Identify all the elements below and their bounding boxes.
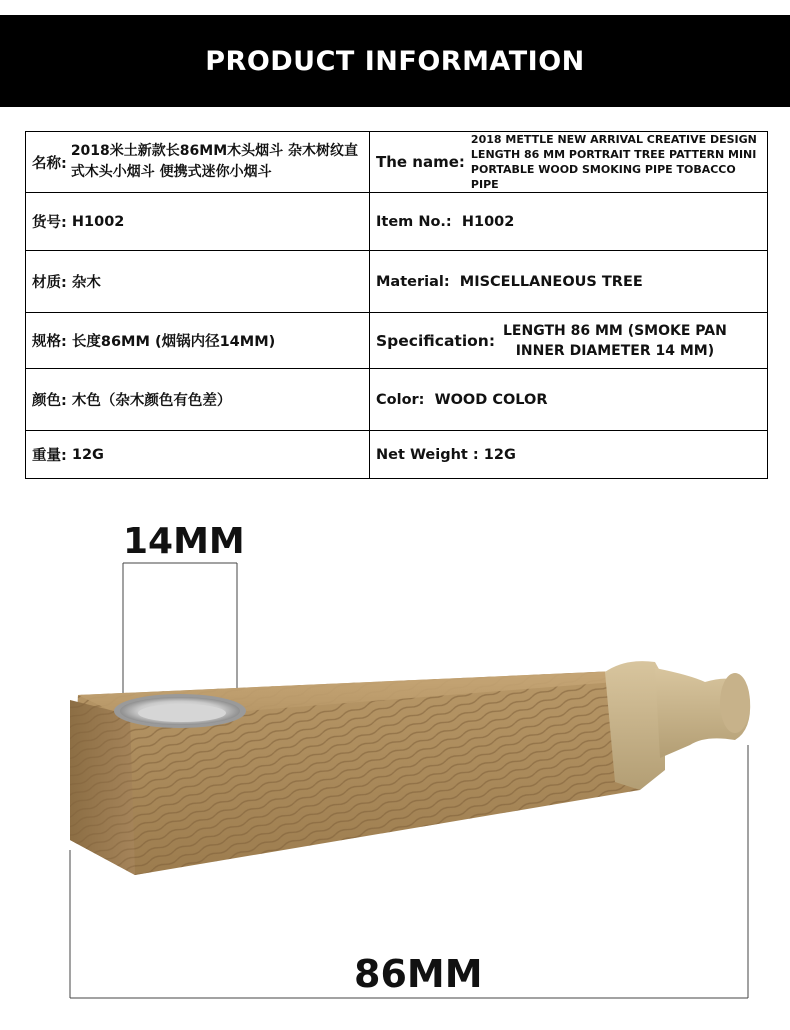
cell-material-cn [26,251,370,313]
cell-name-en [370,132,768,193]
name-en-value: 2018 METTLE NEW ARRIVAL CREATIVE DESIGN LENGTH 86 MM PORTRAIT TREE PATTERN MINI PORTABLE WOOD SMOKING PIPE TOBACCO PIPE [470,133,757,191]
item-en-value: H1002 [461,213,515,230]
spec-en-value-line1: LENGTH 86 MM (SMOKE PAN [503,322,727,339]
material-cn-value: 杂木 [71,275,101,291]
spec-en-label: Specification: [376,331,496,350]
table-row-color [26,369,768,431]
color-cn-label: 颜色: [32,393,67,409]
color-en-value: WOOD COLOR [434,391,548,408]
material-cn-label: 材质: [32,275,67,291]
bowl-dimension-guide [123,563,237,705]
spec-table [25,131,768,479]
table-row-item [26,193,768,251]
header-banner [0,15,790,107]
cell-item-en [370,193,768,251]
bowl-diameter-label: 14MM [123,521,245,562]
product-photo [0,490,790,1030]
cell-spec-en [370,313,768,369]
mouthpiece [605,661,750,790]
table-row-weight [26,431,768,479]
page-title: PRODUCT INFORMATION [205,45,585,77]
cell-color-en [370,369,768,431]
table-row-material [26,251,768,313]
spec-cn-label: 规格: [32,334,67,350]
item-cn-value: H1002 [71,213,125,230]
spec-en-value-line2: INNER DIAMETER 14 MM) [515,342,715,359]
name-cn-label: 名称: [32,155,67,172]
cell-spec-cn [26,313,370,369]
cell-color-cn [26,369,370,431]
weight-en-label: Net Weight : [376,446,479,463]
weight-cn-label: 重量: [32,448,67,464]
table-row-name [26,132,768,193]
material-en-value: MISCELLANEOUS TREE [459,273,643,290]
cell-weight-cn [26,431,370,479]
cell-name-cn [26,132,370,193]
item-cn-label: 货号: [32,215,67,231]
cell-material-en [370,251,768,313]
name-cn-value: 2018米土新款长86MM木头烟斗 杂木树纹直式木头小烟斗 便携式迷你小烟斗 [70,143,358,180]
name-en-label: The name: [376,153,465,171]
material-en-label: Material: [376,273,450,290]
weight-cn-value: 12G [71,446,104,463]
weight-en-value: 12G [483,446,516,463]
metal-bowl [114,694,246,728]
color-cn-value: 木色（杂木颜色有色差） [71,393,232,409]
color-en-label: Color: [376,391,425,408]
length-label: 86MM [354,952,483,996]
cell-weight-en [370,431,768,479]
spec-cn-value: 长度86MM (烟锅内径14MM) [71,334,276,350]
cell-item-cn [26,193,370,251]
table-row-spec [26,313,768,369]
item-en-label: Item No.: [376,213,452,230]
